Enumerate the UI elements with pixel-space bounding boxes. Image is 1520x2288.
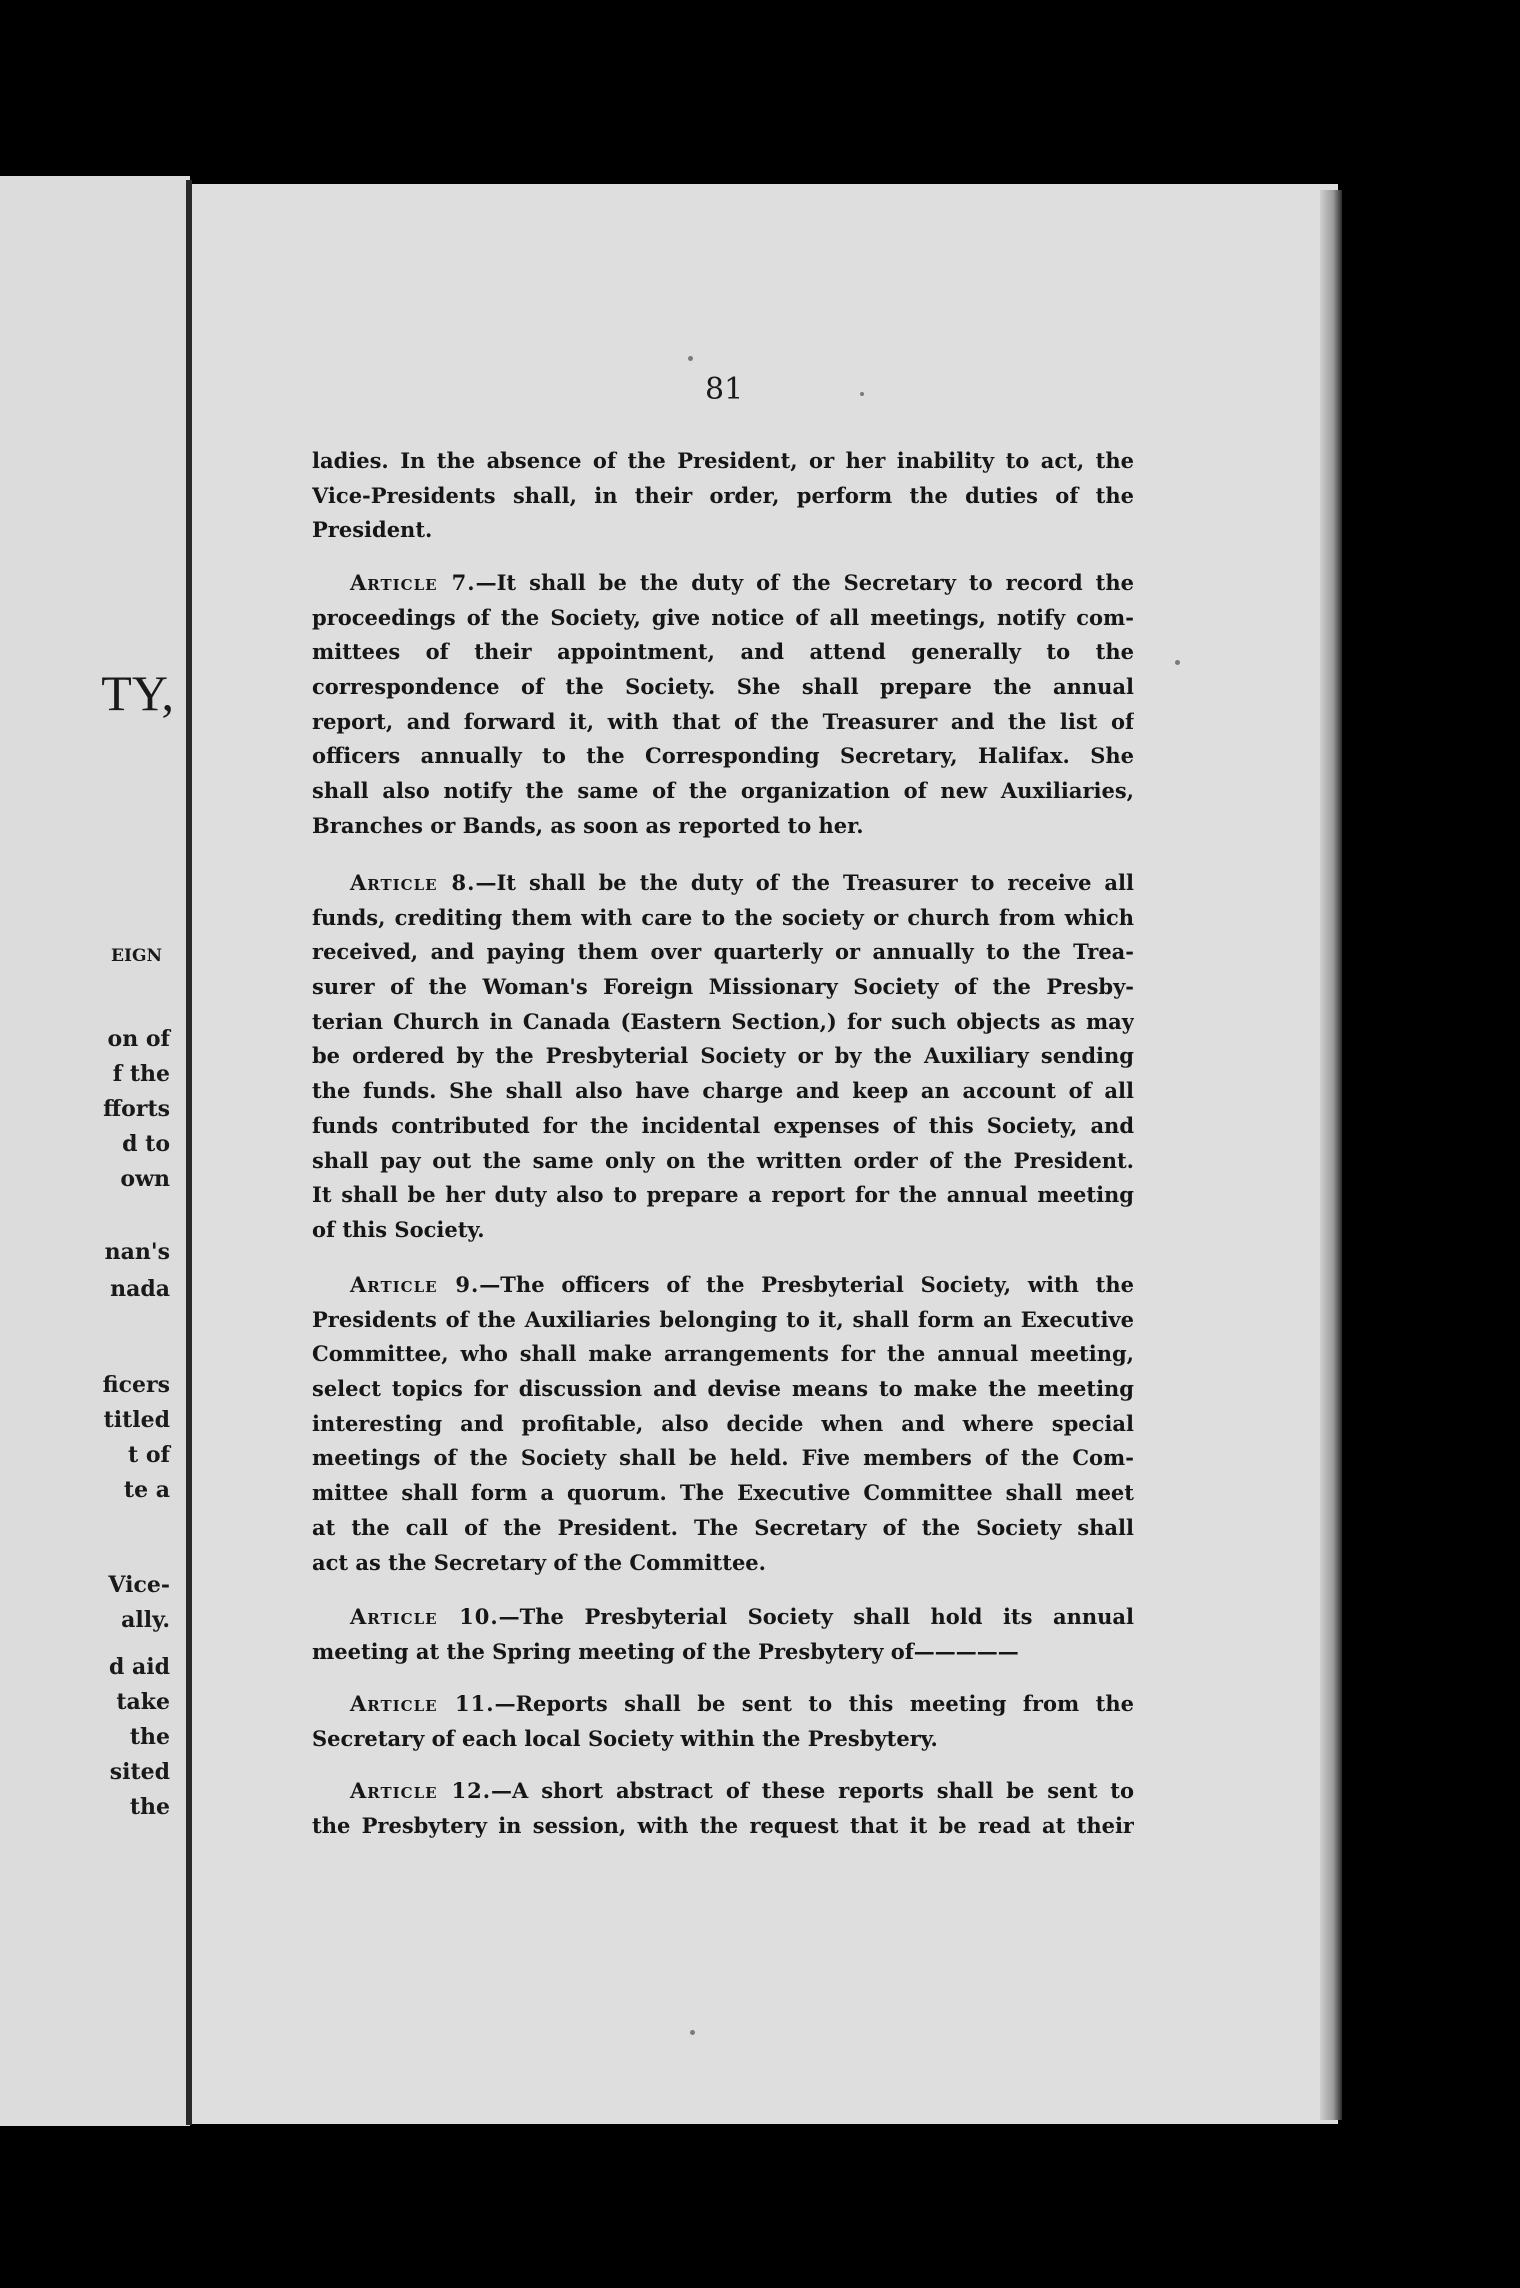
text-line: meeting at the Spring meeting of the Presbytery of—————: [312, 1638, 1019, 1664]
article-heading: Article 11.: [350, 1691, 495, 1716]
left-line-16: take: [116, 1689, 170, 1715]
left-line-9: ficers: [102, 1372, 170, 1398]
text-line: the Presbytery in session, with the request that it be read at their: [312, 1812, 1134, 1838]
page-edge-shadow: [1320, 190, 1342, 2120]
text-line: proceedings of the Society, give notice of all meetings, notify com-: [312, 604, 1134, 630]
article-11: [312, 1687, 1134, 1756]
text-line: interesting and profitable, also decide when and where special: [312, 1410, 1134, 1436]
left-page-fragment: [0, 176, 190, 2126]
left-line-7: nan's: [104, 1239, 170, 1265]
article-heading: Article 10.: [350, 1604, 499, 1629]
text-line: Secretary of each local Society within the Presbytery.: [312, 1725, 938, 1751]
text-line: President.: [312, 517, 433, 543]
text-line: Article 12.—A short abstract of these reports shall be sent to: [350, 1778, 1134, 1803]
text-line: at the call of the President. The Secretary of the Society shall: [312, 1514, 1134, 1540]
page-number: 81: [705, 372, 744, 407]
text-line: funds, crediting them with care to the society or church from which: [312, 904, 1134, 930]
text-line: terian Church in Canada (Eastern Section,) for such objects as may: [312, 1008, 1134, 1034]
left-line-17: the: [129, 1724, 170, 1750]
article-7: [312, 566, 1134, 844]
article-12: [312, 1774, 1134, 1843]
article-heading: Article 9.: [350, 1272, 480, 1297]
paper-speck: [860, 392, 864, 396]
text-line: Committee, who shall make arrangements for the annual meeting,: [312, 1341, 1134, 1367]
text-line: surer of the Woman's Foreign Missionary Society of the Presby-: [312, 974, 1134, 1000]
text-line: ladies. In the absence of the President, or her inability to act, the: [312, 448, 1134, 473]
text-line: Article 9.—The officers of the Presbyterial Society, with the: [350, 1272, 1134, 1297]
left-line-14: ally.: [121, 1607, 170, 1633]
left-line-6: own: [120, 1166, 170, 1192]
left-line-4: fforts: [103, 1096, 170, 1122]
left-line-12: te a: [123, 1477, 170, 1503]
text-line: mittees of their appointment, and attend generally to the: [312, 639, 1134, 665]
text-line: report, and forward it, with that of the Treasurer and the list of: [312, 708, 1134, 734]
text-line: select topics for discussion and devise means to make the meeting: [312, 1376, 1134, 1402]
text-line: shall pay out the same only on the written order of the President.: [312, 1147, 1134, 1173]
paper-speck: [1175, 660, 1180, 665]
left-line-2: on of: [107, 1026, 170, 1052]
text-line: Vice-Presidents shall, in their order, perform the duties of the: [312, 482, 1134, 508]
article-8: [312, 866, 1134, 1248]
left-line-8: nada: [110, 1276, 170, 1302]
text-line: be ordered by the Presbyterial Society or by the Auxiliary sending: [312, 1043, 1134, 1069]
article-9: [312, 1268, 1134, 1580]
left-line-15: d aid: [108, 1654, 170, 1680]
text-line: meetings of the Society shall be held. Five members of the Com-: [312, 1445, 1134, 1471]
text-line: shall also notify the same of the organization of new Auxiliaries,: [312, 778, 1134, 804]
left-line-1: EIGN: [111, 946, 162, 966]
text-line: officers annually to the Corresponding Secretary, Halifax. She: [312, 743, 1134, 769]
text-line: correspondence of the Society. She shall prepare the annual: [312, 674, 1134, 700]
text-line: It shall be her duty also to prepare a report for the annual meeting: [312, 1182, 1134, 1208]
left-line-10: titled: [103, 1407, 170, 1433]
text-line: Article 8.—It shall be the duty of the Treasurer to receive all: [350, 870, 1134, 895]
left-line-13: Vice-: [108, 1572, 170, 1598]
left-line-19: the: [129, 1794, 170, 1820]
text-line: Article 10.—The Presbyterial Society shall hold its annual: [350, 1604, 1134, 1629]
text-line: the funds. She shall also have charge and keep an account of all: [312, 1078, 1134, 1104]
text-line: Article 11.—Reports shall be sent to this meeting from the: [350, 1691, 1134, 1716]
text-line: mittee shall form a quorum. The Executive Committee shall meet: [312, 1480, 1134, 1506]
left-line-5: d to: [122, 1131, 170, 1157]
article-heading: Article 12.: [350, 1778, 492, 1803]
paper-speck: [688, 356, 693, 361]
left-line-3: f the: [112, 1061, 170, 1087]
text-line: Presidents of the Auxiliaries belonging to it, shall form an Executive: [312, 1306, 1134, 1332]
article-10: [312, 1600, 1134, 1669]
paragraph-continued: [312, 444, 1134, 548]
article-heading: Article 7.: [350, 570, 476, 595]
left-line-11: t of: [128, 1442, 170, 1468]
left-line-0: TY,: [101, 665, 174, 721]
paper-speck: [690, 2030, 695, 2035]
text-line: Branches or Bands, as soon as reported to her.: [312, 812, 864, 838]
left-line-18: sited: [109, 1759, 170, 1785]
article-heading: Article 8.: [350, 870, 476, 895]
text-line: act as the Secretary of the Committee.: [312, 1549, 766, 1575]
text-line: received, and paying them over quarterly or annually to the Trea-: [312, 939, 1134, 965]
text-line: Article 7.—It shall be the duty of the Secretary to record the: [350, 570, 1134, 595]
text-line: of this Society.: [312, 1216, 485, 1242]
text-line: funds contributed for the incidental expenses of this Society, and: [312, 1112, 1134, 1138]
